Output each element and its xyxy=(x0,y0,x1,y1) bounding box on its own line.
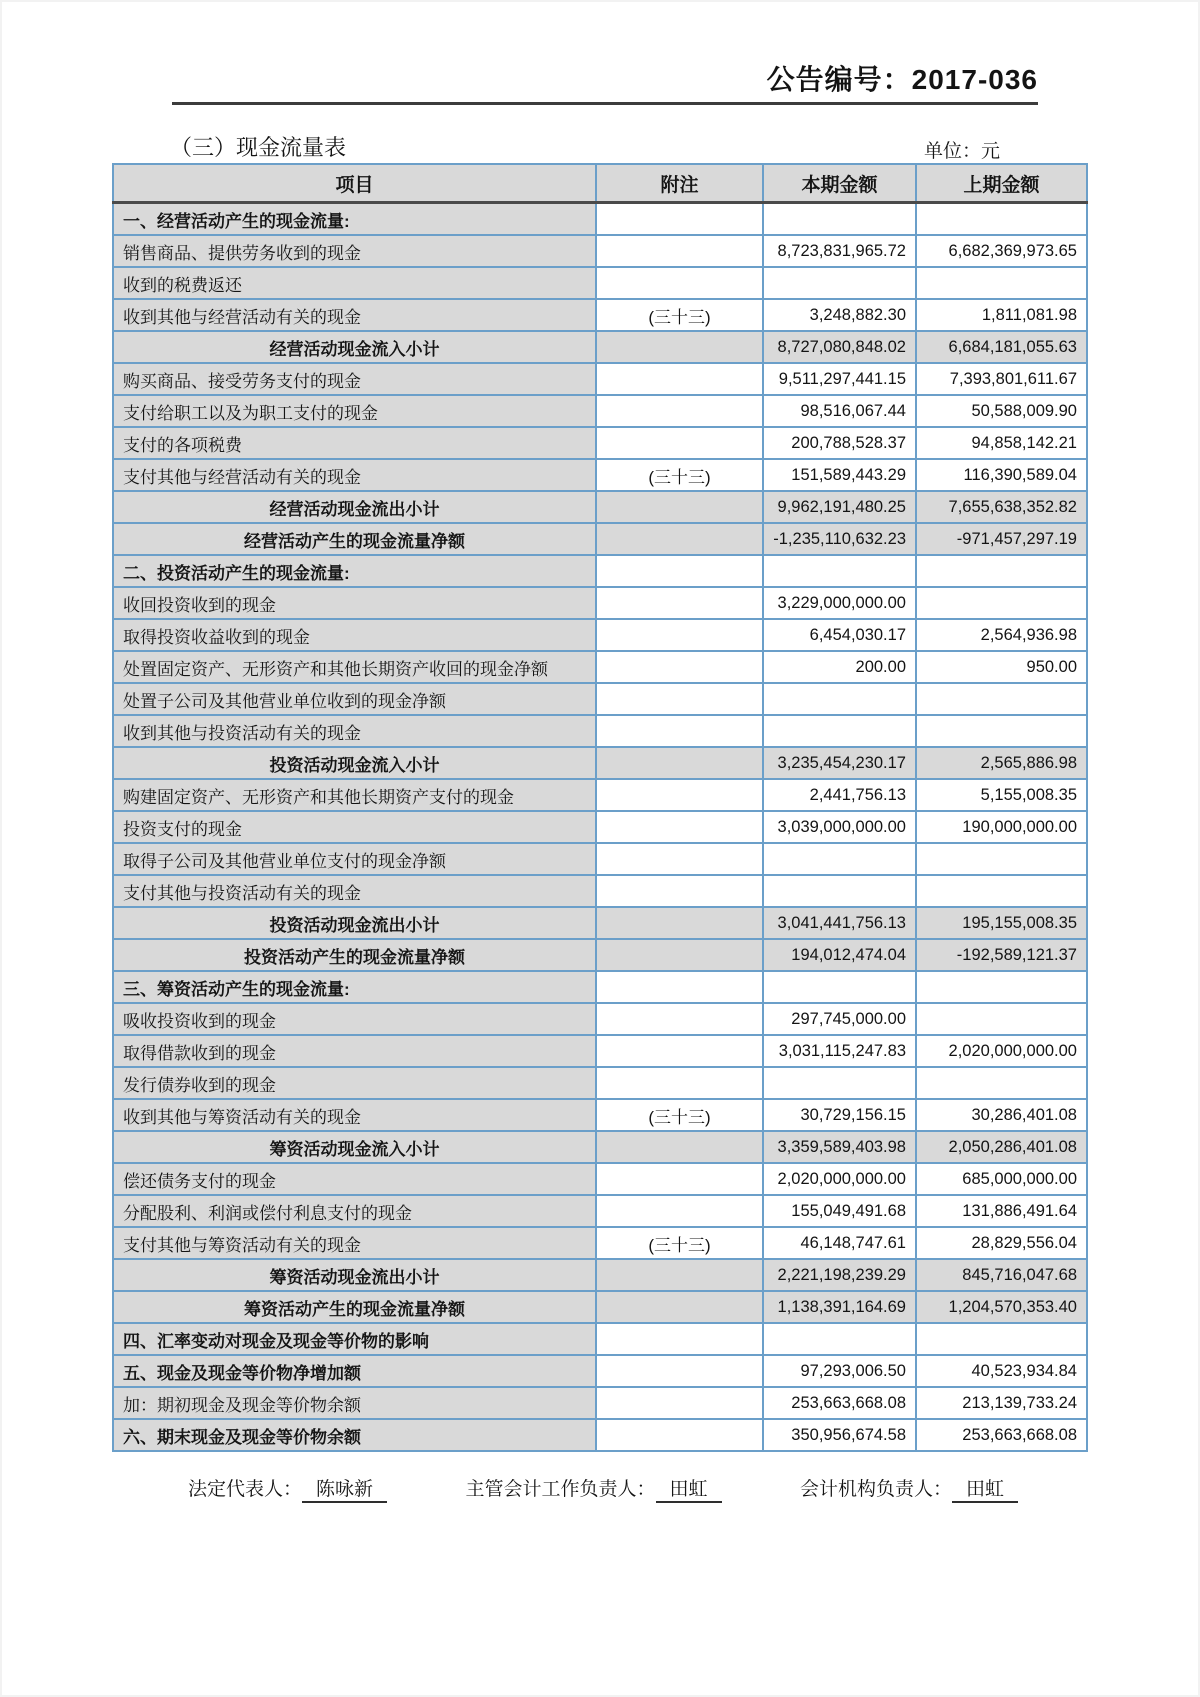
prior-amount-cell: 6,684,181,055.63 xyxy=(916,331,1087,363)
note-cell xyxy=(596,1323,763,1355)
prior-amount-cell: 1,204,570,353.40 xyxy=(916,1291,1087,1323)
item-cell: 购买商品、接受劳务支付的现金 xyxy=(113,363,596,395)
table-row xyxy=(113,459,1087,491)
item-cell: 六、期末现金及现金等价物余额 xyxy=(113,1419,596,1451)
chief-accounting-officer-name: 田虹 xyxy=(656,1474,722,1503)
note-cell xyxy=(596,811,763,843)
item-cell: 销售商品、提供劳务收到的现金 xyxy=(113,235,596,267)
prior-amount-cell xyxy=(916,587,1087,619)
note-cell xyxy=(596,715,763,747)
current-amount-cell: 297,745,000.00 xyxy=(763,1003,916,1035)
current-amount-cell: 6,454,030.17 xyxy=(763,619,916,651)
current-amount-cell: 3,248,882.30 xyxy=(763,299,916,331)
announcement-number: 公告编号：2017-036 xyxy=(766,64,1038,95)
prior-amount-cell: 2,020,000,000.00 xyxy=(916,1035,1087,1067)
legal-representative-label: 法定代表人： xyxy=(188,1479,303,1500)
prior-amount-cell xyxy=(916,555,1087,587)
prior-amount-cell: 40,523,934.84 xyxy=(916,1355,1087,1387)
table-row xyxy=(113,267,1087,299)
item-cell: 二、投资活动产生的现金流量: xyxy=(113,555,596,587)
note-cell xyxy=(596,1003,763,1035)
table-row xyxy=(113,619,1087,651)
prior-amount-cell: 190,000,000.00 xyxy=(916,811,1087,843)
item-cell: 投资活动产生的现金流量净额 xyxy=(113,939,596,971)
note-cell: (三十三) xyxy=(596,1227,763,1259)
table-row xyxy=(113,1227,1087,1259)
current-amount-cell: 155,049,491.68 xyxy=(763,1195,916,1227)
prior-amount-cell: 2,565,886.98 xyxy=(916,747,1087,779)
current-amount-cell: 9,511,297,441.15 xyxy=(763,363,916,395)
prior-amount-cell: 2,050,286,401.08 xyxy=(916,1131,1087,1163)
table-row xyxy=(113,715,1087,747)
current-amount-cell: 3,039,000,000.00 xyxy=(763,811,916,843)
item-cell: 支付给职工以及为职工支付的现金 xyxy=(113,395,596,427)
current-amount-cell: 3,041,441,756.13 xyxy=(763,907,916,939)
prior-amount-cell: 5,155,008.35 xyxy=(916,779,1087,811)
current-amount-cell: 9,962,191,480.25 xyxy=(763,491,916,523)
item-cell: 筹资活动现金流出小计 xyxy=(113,1259,596,1291)
prior-amount-cell: 213,139,733.24 xyxy=(916,1387,1087,1419)
item-cell: 筹资活动现金流入小计 xyxy=(113,1131,596,1163)
table-row xyxy=(113,1291,1087,1323)
current-amount-cell: 8,723,831,965.72 xyxy=(763,235,916,267)
prior-amount-cell: 195,155,008.35 xyxy=(916,907,1087,939)
table-row xyxy=(113,843,1087,875)
table-row xyxy=(113,555,1087,587)
prior-amount-cell xyxy=(916,875,1087,907)
accounting-dept-head-label: 会计机构负责人： xyxy=(799,1479,952,1500)
note-cell: (三十三) xyxy=(596,299,763,331)
current-amount-cell: 1,138,391,164.69 xyxy=(763,1291,916,1323)
item-cell: 收到其他与筹资活动有关的现金 xyxy=(113,1099,596,1131)
col-header-current-amount: 本期金额 xyxy=(763,164,916,203)
note-cell xyxy=(596,619,763,651)
table-row xyxy=(113,683,1087,715)
item-cell: 投资支付的现金 xyxy=(113,811,596,843)
cash-flow-table xyxy=(112,163,1088,1452)
note-cell xyxy=(596,971,763,1003)
prior-amount-cell: 950.00 xyxy=(916,651,1087,683)
table-row xyxy=(113,235,1087,267)
current-amount-cell: 151,589,443.29 xyxy=(763,459,916,491)
current-amount-cell xyxy=(763,1323,916,1355)
table-row xyxy=(113,587,1087,619)
item-cell: 筹资活动产生的现金流量净额 xyxy=(113,1291,596,1323)
table-row xyxy=(113,1163,1087,1195)
current-amount-cell: 2,441,756.13 xyxy=(763,779,916,811)
current-amount-cell: 253,663,668.08 xyxy=(763,1387,916,1419)
accounting-dept-head-name: 田虹 xyxy=(952,1474,1018,1503)
legal-representative-signature xyxy=(188,1474,387,1503)
prior-amount-cell xyxy=(916,971,1087,1003)
note-cell xyxy=(596,1131,763,1163)
prior-amount-cell: 30,286,401.08 xyxy=(916,1099,1087,1131)
page-title: （三）现金流量表 xyxy=(170,135,347,160)
prior-amount-cell: 6,682,369,973.65 xyxy=(916,235,1087,267)
note-cell xyxy=(596,843,763,875)
item-cell: 取得子公司及其他营业单位支付的现金净额 xyxy=(113,843,596,875)
unit-label: 单位：元 xyxy=(923,141,1000,162)
current-amount-cell: 200,788,528.37 xyxy=(763,427,916,459)
prior-amount-cell: 7,393,801,611.67 xyxy=(916,363,1087,395)
note-cell xyxy=(596,1355,763,1387)
note-cell xyxy=(596,1035,763,1067)
current-amount-cell: 2,221,198,239.29 xyxy=(763,1259,916,1291)
current-amount-cell xyxy=(763,843,916,875)
current-amount-cell xyxy=(763,875,916,907)
prior-amount-cell: 845,716,047.68 xyxy=(916,1259,1087,1291)
prior-amount-cell xyxy=(916,843,1087,875)
item-cell: 收到其他与投资活动有关的现金 xyxy=(113,715,596,747)
note-cell xyxy=(596,363,763,395)
note-cell xyxy=(596,395,763,427)
note-cell xyxy=(596,651,763,683)
table-row xyxy=(113,299,1087,331)
prior-amount-cell: 131,886,491.64 xyxy=(916,1195,1087,1227)
prior-amount-cell: 116,390,589.04 xyxy=(916,459,1087,491)
item-cell: 偿还债务支付的现金 xyxy=(113,1163,596,1195)
current-amount-cell: 3,359,589,403.98 xyxy=(763,1131,916,1163)
table-row xyxy=(113,747,1087,779)
prior-amount-cell: 7,655,638,352.82 xyxy=(916,491,1087,523)
note-cell xyxy=(596,1291,763,1323)
table-row xyxy=(113,1323,1087,1355)
item-cell: 支付的各项税费 xyxy=(113,427,596,459)
item-cell: 发行债券收到的现金 xyxy=(113,1067,596,1099)
note-cell xyxy=(596,235,763,267)
note-cell xyxy=(596,939,763,971)
item-cell: 支付其他与筹资活动有关的现金 xyxy=(113,1227,596,1259)
note-cell: (三十三) xyxy=(596,459,763,491)
prior-amount-cell: 50,588,009.90 xyxy=(916,395,1087,427)
table-row xyxy=(113,1195,1087,1227)
table-row xyxy=(113,1419,1087,1451)
prior-amount-cell xyxy=(916,267,1087,299)
current-amount-cell: 2,020,000,000.00 xyxy=(763,1163,916,1195)
note-cell xyxy=(596,1419,763,1451)
table-row xyxy=(113,1131,1087,1163)
item-cell: 收到其他与经营活动有关的现金 xyxy=(113,299,596,331)
chief-accounting-officer-label: 主管会计工作负责人： xyxy=(465,1479,656,1500)
prior-amount-cell: -971,457,297.19 xyxy=(916,523,1087,555)
note-cell xyxy=(596,747,763,779)
prior-amount-cell: 94,858,142.21 xyxy=(916,427,1087,459)
current-amount-cell: 3,235,454,230.17 xyxy=(763,747,916,779)
table-row xyxy=(113,523,1087,555)
note-cell xyxy=(596,555,763,587)
note-cell: (三十三) xyxy=(596,1099,763,1131)
prior-amount-cell: 1,811,081.98 xyxy=(916,299,1087,331)
current-amount-cell: 30,729,156.15 xyxy=(763,1099,916,1131)
table-row xyxy=(113,811,1087,843)
table-row xyxy=(113,203,1087,236)
item-cell: 一、经营活动产生的现金流量: xyxy=(113,203,596,236)
prior-amount-cell xyxy=(916,1323,1087,1355)
current-amount-cell: 350,956,674.58 xyxy=(763,1419,916,1451)
note-cell xyxy=(596,267,763,299)
item-cell: 投资活动现金流出小计 xyxy=(113,907,596,939)
item-cell: 经营活动产生的现金流量净额 xyxy=(113,523,596,555)
prior-amount-cell xyxy=(916,683,1087,715)
table-row xyxy=(113,907,1087,939)
item-cell: 经营活动现金流出小计 xyxy=(113,491,596,523)
item-cell: 处置子公司及其他营业单位收到的现金净额 xyxy=(113,683,596,715)
table-row xyxy=(113,491,1087,523)
note-cell xyxy=(596,427,763,459)
prior-amount-cell xyxy=(916,203,1087,236)
prior-amount-cell xyxy=(916,1003,1087,1035)
col-header-prior-amount: 上期金额 xyxy=(916,164,1087,203)
table-row xyxy=(113,363,1087,395)
note-cell xyxy=(596,683,763,715)
note-cell xyxy=(596,1195,763,1227)
table-row xyxy=(113,1035,1087,1067)
current-amount-cell: 97,293,006.50 xyxy=(763,1355,916,1387)
current-amount-cell: 8,727,080,848.02 xyxy=(763,331,916,363)
prior-amount-cell: 685,000,000.00 xyxy=(916,1163,1087,1195)
prior-amount-cell: 2,564,936.98 xyxy=(916,619,1087,651)
prior-amount-cell xyxy=(916,715,1087,747)
table-row xyxy=(113,331,1087,363)
current-amount-cell: 46,148,747.61 xyxy=(763,1227,916,1259)
note-cell xyxy=(596,491,763,523)
table-row xyxy=(113,779,1087,811)
table-row xyxy=(113,1003,1087,1035)
prior-amount-cell: 253,663,668.08 xyxy=(916,1419,1087,1451)
prior-amount-cell: 28,829,556.04 xyxy=(916,1227,1087,1259)
item-cell: 取得借款收到的现金 xyxy=(113,1035,596,1067)
item-cell: 加：期初现金及现金等价物余额 xyxy=(113,1387,596,1419)
note-cell xyxy=(596,875,763,907)
table-row xyxy=(113,939,1087,971)
note-cell xyxy=(596,1067,763,1099)
note-cell xyxy=(596,203,763,236)
current-amount-cell: 200.00 xyxy=(763,651,916,683)
item-cell: 支付其他与经营活动有关的现金 xyxy=(113,459,596,491)
item-cell: 五、现金及现金等价物净增加额 xyxy=(113,1355,596,1387)
chief-accounting-officer-signature xyxy=(465,1474,721,1503)
item-cell: 投资活动现金流入小计 xyxy=(113,747,596,779)
item-cell: 支付其他与投资活动有关的现金 xyxy=(113,875,596,907)
item-cell: 取得投资收益收到的现金 xyxy=(113,619,596,651)
current-amount-cell: -1,235,110,632.23 xyxy=(763,523,916,555)
current-amount-cell: 98,516,067.44 xyxy=(763,395,916,427)
legal-representative-name: 陈咏新 xyxy=(302,1474,387,1503)
current-amount-cell xyxy=(763,971,916,1003)
current-amount-cell: 3,031,115,247.83 xyxy=(763,1035,916,1067)
note-cell xyxy=(596,587,763,619)
current-amount-cell xyxy=(763,683,916,715)
item-cell: 经营活动现金流入小计 xyxy=(113,331,596,363)
table-row xyxy=(113,971,1087,1003)
note-cell xyxy=(596,331,763,363)
item-cell: 收回投资收到的现金 xyxy=(113,587,596,619)
current-amount-cell xyxy=(763,555,916,587)
item-cell: 购建固定资产、无形资产和其他长期资产支付的现金 xyxy=(113,779,596,811)
item-cell: 三、筹资活动产生的现金流量: xyxy=(113,971,596,1003)
table-row xyxy=(113,1259,1087,1291)
item-cell: 收到的税费返还 xyxy=(113,267,596,299)
table-row xyxy=(113,1099,1087,1131)
current-amount-cell xyxy=(763,203,916,236)
current-amount-cell xyxy=(763,1067,916,1099)
item-cell: 四、汇率变动对现金及现金等价物的影响 xyxy=(113,1323,596,1355)
table-header-row xyxy=(113,164,1087,203)
current-amount-cell: 3,229,000,000.00 xyxy=(763,587,916,619)
note-cell xyxy=(596,1259,763,1291)
header-rule xyxy=(172,102,1038,105)
table-row xyxy=(113,651,1087,683)
current-amount-cell: 194,012,474.04 xyxy=(763,939,916,971)
current-amount-cell xyxy=(763,715,916,747)
table-row xyxy=(113,1387,1087,1419)
table-row xyxy=(113,1067,1087,1099)
accounting-dept-head-signature xyxy=(800,1474,1018,1503)
note-cell xyxy=(596,1163,763,1195)
note-cell xyxy=(596,779,763,811)
note-cell xyxy=(596,523,763,555)
table-row xyxy=(113,427,1087,459)
prior-amount-cell: -192,589,121.37 xyxy=(916,939,1087,971)
table-row xyxy=(113,875,1087,907)
item-cell: 吸收投资收到的现金 xyxy=(113,1003,596,1035)
note-cell xyxy=(596,907,763,939)
signature-row xyxy=(188,1474,1018,1503)
table-row xyxy=(113,395,1087,427)
col-header-note: 附注 xyxy=(596,164,763,203)
item-cell: 处置固定资产、无形资产和其他长期资产收回的现金净额 xyxy=(113,651,596,683)
prior-amount-cell xyxy=(916,1067,1087,1099)
note-cell xyxy=(596,1387,763,1419)
table-row xyxy=(113,1355,1087,1387)
item-cell: 分配股利、利润或偿付利息支付的现金 xyxy=(113,1195,596,1227)
current-amount-cell xyxy=(763,267,916,299)
col-header-item: 项目 xyxy=(113,164,596,203)
